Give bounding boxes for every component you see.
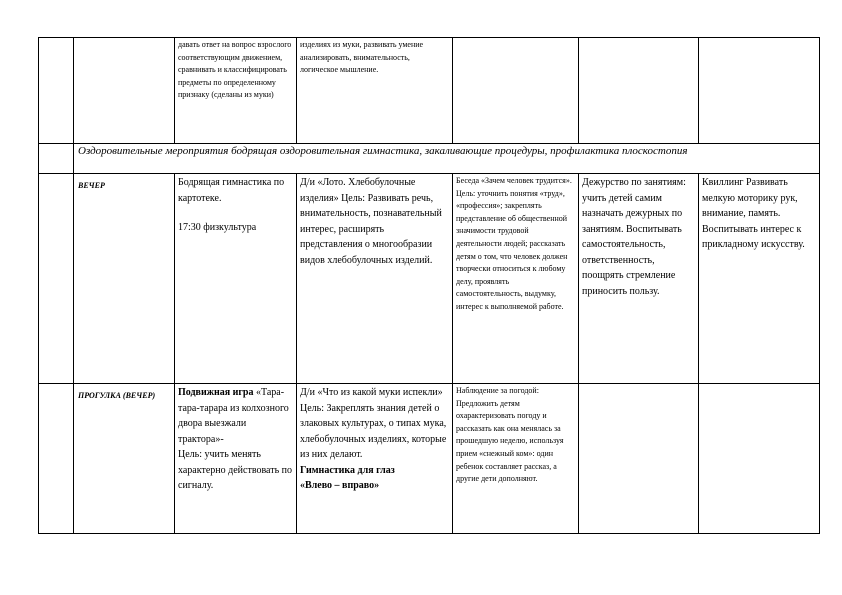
table-row-walk <box>39 384 820 534</box>
walk-game-goal: Цель: учить менять характерно действовать по сигналу. <box>178 449 293 491</box>
table-cell <box>175 384 297 534</box>
continuation-col4-text: изделиях из муки, развивать умение анализировать, внимательность, логическое мышление. <box>300 40 424 75</box>
table-cell <box>699 174 820 384</box>
table-cell <box>699 38 820 144</box>
table-row-section-header <box>39 144 820 174</box>
table-cell <box>74 38 175 144</box>
evening-col3-line1: Бодрящая гимнастика по картотеке. <box>178 177 285 204</box>
table-cell <box>39 384 74 534</box>
evening-col3-line2: 17:30 физкультура <box>178 222 257 233</box>
walk-didactic-game: Д/и «Что из какой муки испекли» <box>300 387 443 398</box>
table-cell <box>39 174 74 384</box>
table-cell <box>699 384 820 534</box>
table-cell <box>453 384 579 534</box>
walk-col5-text: Наблюдение за погодой: Предложить детям охарактеризовать погоду и рассказать как она менялась за прошедшую неделю, используя прием «снежный ком»: один ребенок составляет рассказ, а другие дети дополняют. <box>456 386 564 484</box>
table-cell <box>579 174 699 384</box>
evening-col6-text: Дежурство по занятиям: учить детей самим назначать дежурных по занятиям. Воспитывать самостоятельность, ответственность, поощрять стремление приносить пользу. <box>582 177 686 297</box>
walk-eye-gym-title: Гимнастика для глаз <box>300 464 395 476</box>
evening-col5-text: Беседа «Зачем человек трудится». Цель: уточнить понятия «труд», «профессия»; закреплять представление об общественной значимости трудовой деятельности людей; рассказать детям о том, что человек должен творчески относиться к любому делу, проявлять самостоятельность, выдумку, интерес к выполняемой работе. <box>456 176 572 311</box>
table-cell <box>39 38 74 144</box>
evening-col4-text: Д/и «Лото. Хлебобулочные изделия» Цель: Развивать речь, внимательность, познавательный интерес, расширять представления о многообразии видов хлебобулочных изделий. <box>300 177 442 266</box>
section-header-cell <box>74 144 820 174</box>
table-row-continuation <box>39 38 820 144</box>
table-cell <box>453 174 579 384</box>
table-cell <box>579 38 699 144</box>
table-cell <box>297 38 453 144</box>
walk-didactic-goal: Цель: Закреплять знания детей о злаковых культурах, о типах мука, хлебобулочных изделиях, которые из них делают. <box>300 402 447 460</box>
table-cell <box>39 144 74 174</box>
walk-game-title: Подвижная игра <box>178 387 254 398</box>
continuation-col3-text: давать ответ на вопрос взрослого соответствующим движением, сравнивать и классифицировать предметы по определенному признаку (сделаны из муки) <box>178 40 292 100</box>
table-cell <box>579 384 699 534</box>
table-cell <box>175 38 297 144</box>
evening-col7-text: Квиллинг Развивать мелкую моторику рук, внимание, память. Воспитывать интерес к прикладному искусству. <box>702 177 805 250</box>
table-row-evening <box>39 174 820 384</box>
walk-game-text: «Тара-тара-тарара из колхозного двора выезжали тракторa»- <box>178 387 289 445</box>
walk-eye-gym-name: «Влево – вправо» <box>300 480 380 491</box>
table-cell <box>453 38 579 144</box>
table-cell <box>297 384 453 534</box>
table-cell <box>175 174 297 384</box>
section-title: Оздоровительные мероприятия бодрящая оздоровительная гимнастика, закаливающие процедуры, профилактика плоскостопия <box>78 145 688 157</box>
row-label-walk: ПРОГУЛКА (ВЕЧЕР) <box>74 384 175 534</box>
plan-table <box>38 37 820 534</box>
row-label-evening: ВЕЧЕР <box>74 174 175 384</box>
table-cell <box>297 174 453 384</box>
